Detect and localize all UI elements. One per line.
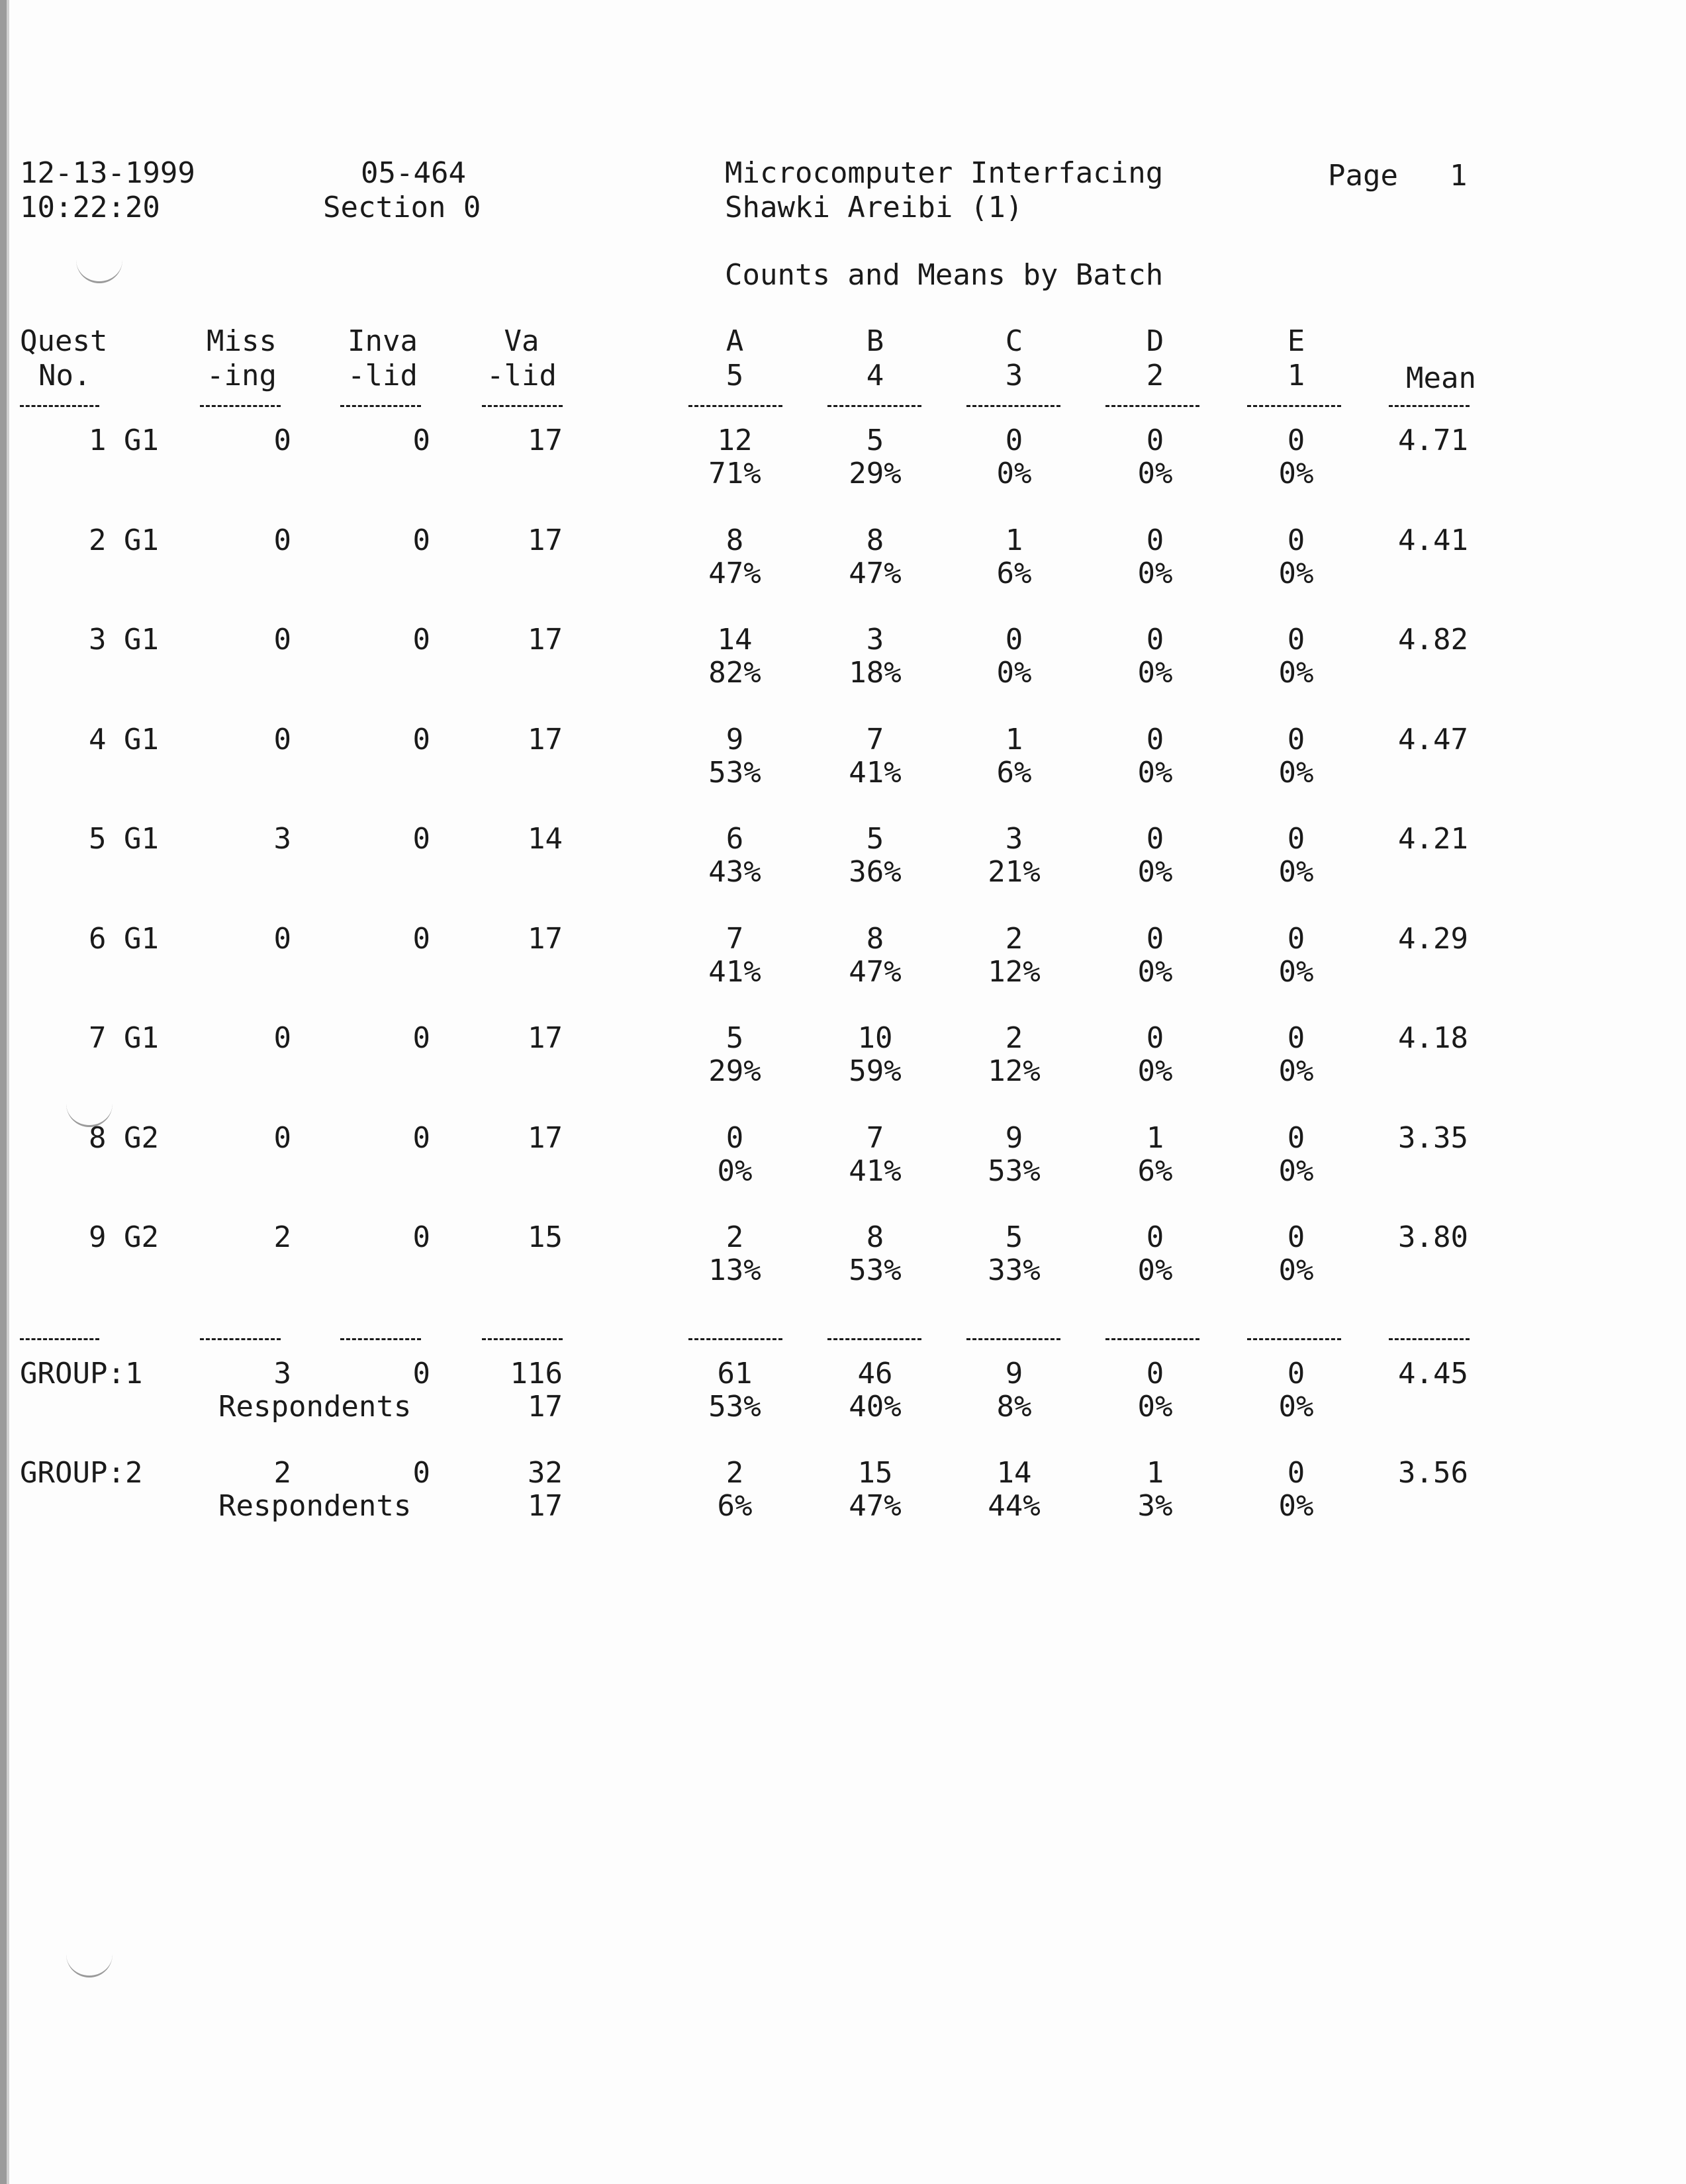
column-rule xyxy=(1105,1338,1199,1340)
group-label: GROUP:1 xyxy=(20,1357,143,1390)
response-a-percent: 13% xyxy=(708,1253,761,1287)
punch-hole xyxy=(76,255,122,283)
response-b-percent: 53% xyxy=(849,1253,902,1287)
response-e-count: 0 xyxy=(1287,1121,1305,1155)
response-a-count: 2 xyxy=(726,1220,744,1254)
response-e-count: 0 xyxy=(1287,523,1305,557)
column-rule xyxy=(1247,1338,1341,1340)
column-rule xyxy=(340,1338,421,1340)
column-rule xyxy=(20,1338,99,1340)
mean-value: 3.56 xyxy=(1398,1456,1468,1490)
missing-count: 2 xyxy=(273,1456,291,1490)
response-a-count: 8 xyxy=(726,523,744,557)
invalid-count: 0 xyxy=(412,424,430,457)
response-c-percent: 12% xyxy=(988,1054,1041,1088)
response-c-count: 0 xyxy=(1005,424,1023,457)
invalid-count: 0 xyxy=(412,1021,430,1055)
response-e-percent: 0% xyxy=(1278,1054,1314,1088)
column-rule xyxy=(688,405,782,407)
response-b-count: 3 xyxy=(866,623,884,657)
valid-count: 17 xyxy=(528,1021,563,1055)
response-c-count: 1 xyxy=(1005,523,1023,557)
mean-value: 3.35 xyxy=(1398,1121,1468,1155)
response-b-percent: 41% xyxy=(849,1154,902,1188)
column-rule xyxy=(966,405,1060,407)
column-header-b: 4 xyxy=(866,359,884,392)
respondents-label: Respondents xyxy=(218,1390,412,1424)
response-a-percent: 0% xyxy=(717,1154,753,1188)
response-c-count: 5 xyxy=(1005,1220,1023,1254)
column-header-a: 5 xyxy=(726,359,744,392)
question-label: 6 G1 xyxy=(89,922,159,956)
missing-count: 3 xyxy=(273,822,291,856)
response-b-percent: 36% xyxy=(849,855,902,889)
response-c-percent: 8% xyxy=(996,1390,1032,1424)
question-label: 5 G1 xyxy=(89,822,159,856)
response-e-percent: 0% xyxy=(1278,756,1314,790)
missing-count: 0 xyxy=(273,424,291,457)
response-d-percent: 0% xyxy=(1137,656,1173,690)
column-header-c: C xyxy=(1005,324,1023,358)
response-c-percent: 6% xyxy=(996,557,1032,590)
response-a-count: 9 xyxy=(726,723,744,756)
response-c-percent: 21% xyxy=(988,855,1041,889)
response-a-count: 14 xyxy=(717,623,753,657)
response-a-percent: 71% xyxy=(708,457,761,490)
missing-count: 0 xyxy=(273,1121,291,1155)
response-c-count: 9 xyxy=(1005,1121,1023,1155)
question-label: 4 G1 xyxy=(89,723,159,756)
response-d-count: 1 xyxy=(1146,1121,1164,1155)
valid-count: 15 xyxy=(528,1220,563,1254)
column-header-a: A xyxy=(726,324,744,358)
column-rule xyxy=(1247,405,1341,407)
page-number: 1 xyxy=(1450,159,1468,193)
response-e-count: 0 xyxy=(1287,922,1305,956)
column-rule xyxy=(482,1338,563,1340)
invalid-count: 0 xyxy=(412,1357,430,1390)
response-c-percent: 0% xyxy=(996,457,1032,490)
invalid-count: 0 xyxy=(412,1456,430,1490)
response-b-count: 8 xyxy=(866,1220,884,1254)
valid-count: 17 xyxy=(528,922,563,956)
response-a-percent: 82% xyxy=(708,656,761,690)
valid-count: 32 xyxy=(528,1456,563,1490)
response-c-count: 1 xyxy=(1005,723,1023,756)
column-header-quest: Quest xyxy=(20,324,108,358)
mean-value: 4.21 xyxy=(1398,822,1468,856)
response-a-count: 6 xyxy=(726,822,744,856)
response-c-count: 2 xyxy=(1005,1021,1023,1055)
response-a-count: 7 xyxy=(726,922,744,956)
response-c-percent: 53% xyxy=(988,1154,1041,1188)
mean-value: 4.45 xyxy=(1398,1357,1468,1390)
response-d-count: 0 xyxy=(1146,424,1164,457)
column-rule xyxy=(200,1338,281,1340)
valid-count: 116 xyxy=(510,1357,563,1390)
response-b-percent: 59% xyxy=(849,1054,902,1088)
response-e-percent: 0% xyxy=(1278,457,1314,490)
report-time: 10:22:20 xyxy=(20,191,160,224)
invalid-count: 0 xyxy=(412,723,430,756)
response-d-count: 0 xyxy=(1146,723,1164,756)
column-rule xyxy=(827,405,921,407)
course-title: Microcomputer Interfacing xyxy=(725,156,1164,190)
valid-count: 17 xyxy=(528,623,563,657)
missing-count: 0 xyxy=(273,922,291,956)
mean-value: 4.41 xyxy=(1398,523,1468,557)
column-header-d: D xyxy=(1146,324,1164,358)
column-rule xyxy=(482,405,563,407)
response-e-percent: 0% xyxy=(1278,1489,1314,1523)
response-c-count: 0 xyxy=(1005,623,1023,657)
column-rule xyxy=(1389,405,1470,407)
response-d-count: 0 xyxy=(1146,1220,1164,1254)
page-label: Page xyxy=(1328,159,1398,193)
column-rule xyxy=(1105,405,1199,407)
response-e-count: 0 xyxy=(1287,822,1305,856)
response-c-percent: 6% xyxy=(996,756,1032,790)
response-b-percent: 47% xyxy=(849,557,902,590)
invalid-count: 0 xyxy=(412,523,430,557)
response-c-percent: 12% xyxy=(988,955,1041,989)
column-header-quest: No. xyxy=(38,359,91,392)
mean-value: 4.47 xyxy=(1398,723,1468,756)
response-b-percent: 18% xyxy=(849,656,902,690)
response-d-percent: 0% xyxy=(1137,1390,1173,1424)
response-e-percent: 0% xyxy=(1278,1253,1314,1287)
response-b-count: 5 xyxy=(866,822,884,856)
response-d-count: 0 xyxy=(1146,822,1164,856)
valid-count: 17 xyxy=(528,1121,563,1155)
response-d-percent: 0% xyxy=(1137,557,1173,590)
column-rule xyxy=(200,405,281,407)
report-date: 12-13-1999 xyxy=(20,156,195,190)
response-e-count: 0 xyxy=(1287,1021,1305,1055)
response-e-percent: 0% xyxy=(1278,557,1314,590)
response-b-percent: 47% xyxy=(849,955,902,989)
response-b-percent: 29% xyxy=(849,457,902,490)
response-b-count: 5 xyxy=(866,424,884,457)
response-e-count: 0 xyxy=(1287,723,1305,756)
page-edge xyxy=(0,0,7,2184)
response-d-percent: 0% xyxy=(1137,457,1173,490)
response-c-count: 3 xyxy=(1005,822,1023,856)
response-b-count: 8 xyxy=(866,523,884,557)
mean-value: 4.18 xyxy=(1398,1021,1468,1055)
column-rule xyxy=(1389,1338,1470,1340)
invalid-count: 0 xyxy=(412,922,430,956)
response-d-percent: 0% xyxy=(1137,756,1173,790)
response-d-percent: 6% xyxy=(1137,1154,1173,1188)
response-d-count: 0 xyxy=(1146,623,1164,657)
response-a-percent: 47% xyxy=(708,557,761,590)
response-b-percent: 47% xyxy=(849,1489,902,1523)
response-a-percent: 41% xyxy=(708,955,761,989)
response-e-percent: 0% xyxy=(1278,955,1314,989)
report-title: Counts and Means by Batch xyxy=(725,258,1164,292)
response-e-count: 0 xyxy=(1287,1220,1305,1254)
column-header-e: 1 xyxy=(1287,359,1305,392)
column-header-missing: Miss xyxy=(207,324,277,358)
response-e-count: 0 xyxy=(1287,424,1305,457)
column-rule xyxy=(966,1338,1060,1340)
response-c-percent: 33% xyxy=(988,1253,1041,1287)
column-header-invalid: -lid xyxy=(348,359,418,392)
column-rule xyxy=(340,405,421,407)
response-c-count: 9 xyxy=(1005,1357,1023,1390)
question-label: 3 G1 xyxy=(89,623,159,657)
response-e-count: 0 xyxy=(1287,1456,1305,1490)
column-header-valid: -lid xyxy=(487,359,557,392)
response-a-count: 61 xyxy=(717,1357,753,1390)
missing-count: 0 xyxy=(273,523,291,557)
invalid-count: 0 xyxy=(412,822,430,856)
response-d-count: 0 xyxy=(1146,523,1164,557)
response-b-count: 7 xyxy=(866,1121,884,1155)
response-b-count: 46 xyxy=(857,1357,893,1390)
question-label: 9 G2 xyxy=(89,1220,159,1254)
missing-count: 0 xyxy=(273,623,291,657)
missing-count: 2 xyxy=(273,1220,291,1254)
question-label: 8 G2 xyxy=(89,1121,159,1155)
respondents-label: Respondents xyxy=(218,1489,412,1523)
response-c-percent: 0% xyxy=(996,656,1032,690)
response-a-percent: 6% xyxy=(717,1489,753,1523)
response-a-percent: 29% xyxy=(708,1054,761,1088)
response-a-count: 5 xyxy=(726,1021,744,1055)
response-d-percent: 0% xyxy=(1137,955,1173,989)
invalid-count: 0 xyxy=(412,623,430,657)
response-e-percent: 0% xyxy=(1278,1390,1314,1424)
column-header-c: 3 xyxy=(1005,359,1023,392)
page-edge-shadow xyxy=(7,0,9,2184)
course-code: 05-464 xyxy=(361,156,466,190)
response-d-count: 0 xyxy=(1146,1021,1164,1055)
question-label: 1 G1 xyxy=(89,424,159,457)
column-header-d: 2 xyxy=(1146,359,1164,392)
response-a-percent: 43% xyxy=(708,855,761,889)
group-label: GROUP:2 xyxy=(20,1456,143,1490)
response-d-percent: 0% xyxy=(1137,1253,1173,1287)
response-b-percent: 41% xyxy=(849,756,902,790)
response-a-percent: 53% xyxy=(708,756,761,790)
response-d-percent: 0% xyxy=(1137,1054,1173,1088)
instructor: Shawki Areibi (1) xyxy=(725,191,1023,224)
column-header-invalid: Inva xyxy=(348,324,418,358)
response-c-count: 2 xyxy=(1005,922,1023,956)
response-b-count: 8 xyxy=(866,922,884,956)
response-e-percent: 0% xyxy=(1278,855,1314,889)
column-rule xyxy=(20,405,99,407)
respondents-count: 17 xyxy=(528,1390,563,1424)
column-rule xyxy=(827,1338,921,1340)
response-d-percent: 3% xyxy=(1137,1489,1173,1523)
mean-value: 4.29 xyxy=(1398,922,1468,956)
response-a-count: 2 xyxy=(726,1456,744,1490)
missing-count: 3 xyxy=(273,1357,291,1390)
response-a-count: 0 xyxy=(726,1121,744,1155)
response-e-percent: 0% xyxy=(1278,1154,1314,1188)
column-header-missing: -ing xyxy=(207,359,277,392)
response-a-count: 12 xyxy=(717,424,753,457)
response-b-count: 15 xyxy=(857,1456,893,1490)
section: Section 0 xyxy=(323,191,481,224)
mean-value: 4.71 xyxy=(1398,424,1468,457)
question-label: 2 G1 xyxy=(89,523,159,557)
response-b-percent: 40% xyxy=(849,1390,902,1424)
missing-count: 0 xyxy=(273,1021,291,1055)
response-d-count: 1 xyxy=(1146,1456,1164,1490)
response-e-percent: 0% xyxy=(1278,656,1314,690)
column-rule xyxy=(688,1338,782,1340)
column-header-valid: Va xyxy=(504,324,539,358)
column-header-b: B xyxy=(866,324,884,358)
valid-count: 17 xyxy=(528,424,563,457)
punch-hole xyxy=(66,1949,113,1978)
response-d-percent: 0% xyxy=(1137,855,1173,889)
valid-count: 14 xyxy=(528,822,563,856)
mean-value: 3.80 xyxy=(1398,1220,1468,1254)
response-d-count: 0 xyxy=(1146,1357,1164,1390)
response-c-percent: 44% xyxy=(988,1489,1041,1523)
question-label: 7 G1 xyxy=(89,1021,159,1055)
response-e-count: 0 xyxy=(1287,623,1305,657)
mean-value: 4.82 xyxy=(1398,623,1468,657)
valid-count: 17 xyxy=(528,523,563,557)
response-b-count: 10 xyxy=(857,1021,893,1055)
response-e-count: 0 xyxy=(1287,1357,1305,1390)
valid-count: 17 xyxy=(528,723,563,756)
column-header-e: E xyxy=(1287,324,1305,358)
column-header-mean: Mean xyxy=(1406,361,1476,395)
response-d-count: 0 xyxy=(1146,922,1164,956)
invalid-count: 0 xyxy=(412,1220,430,1254)
response-b-count: 7 xyxy=(866,723,884,756)
missing-count: 0 xyxy=(273,723,291,756)
response-c-count: 14 xyxy=(996,1456,1032,1490)
response-a-percent: 53% xyxy=(708,1390,761,1424)
invalid-count: 0 xyxy=(412,1121,430,1155)
respondents-count: 17 xyxy=(528,1489,563,1523)
